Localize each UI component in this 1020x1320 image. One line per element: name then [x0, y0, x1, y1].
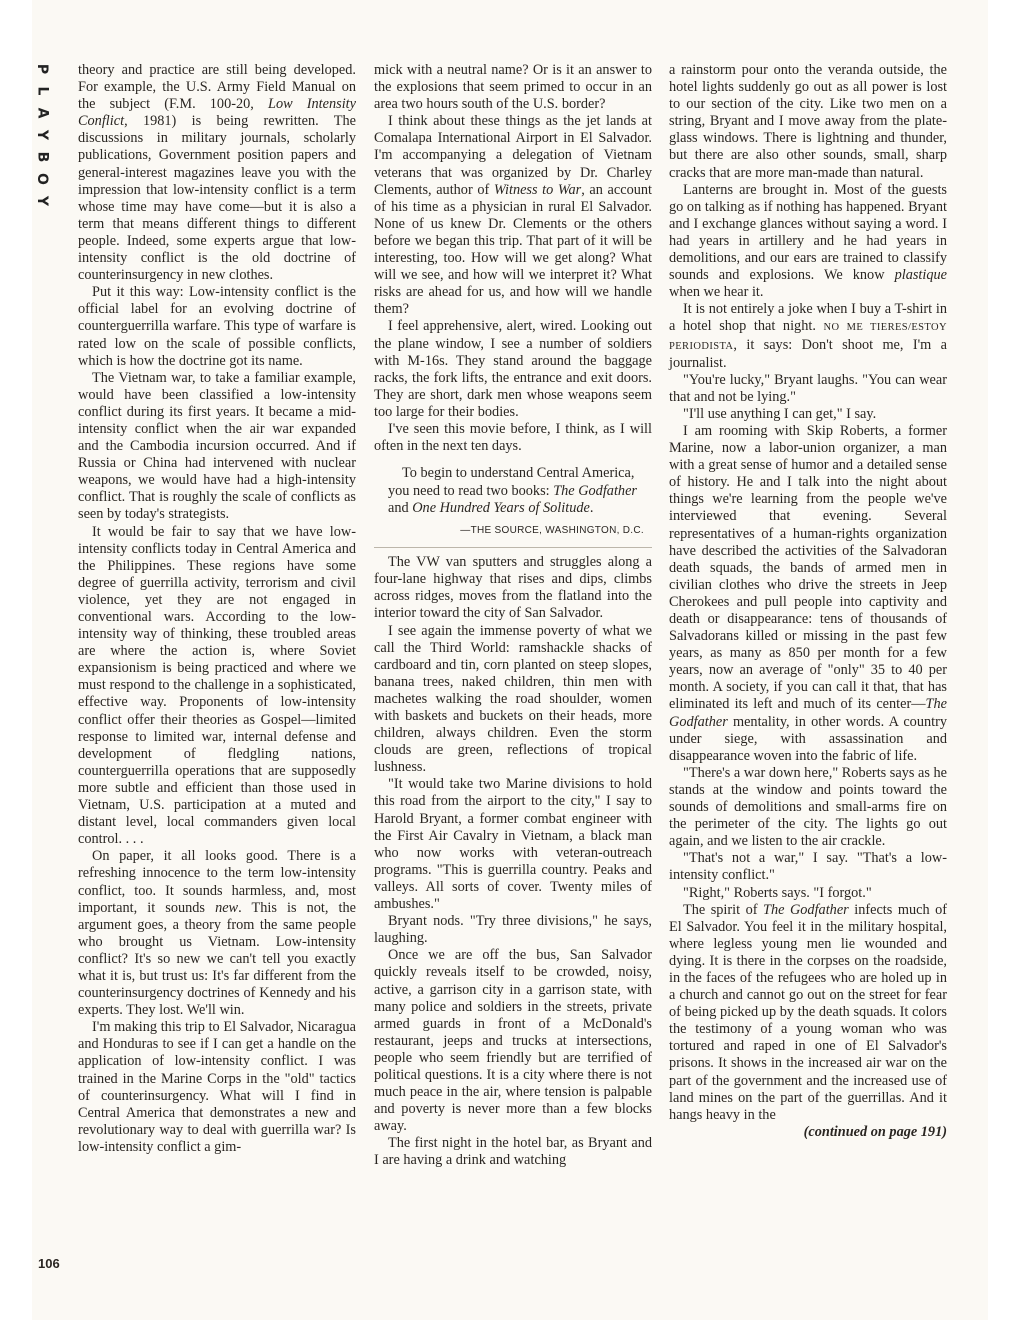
paragraph: On paper, it all looks good. There is a refreshing innocence to the term low-intensity conflict, too. It sounds harmless, and, most important, it sounds new. This is not, the argument goes, a theory from the same people who brought us Vietnam. Low-intensity conflict? It's so new we can't tell you exactly what it is, but trust us: It's far different from the counterinsurgency doctrines of Kennedy and his experts. They lost. We'll win. — [78, 848, 356, 1019]
paragraph: I am rooming with Skip Roberts, a former Marine, now a labor-union organizer, a man with a great sense of humor and a detailed sense of history. He and I talk into the night about things we're learning from the people we've interviewed that evening. Several representatives of a human-rights organization have described the activities of the Salvadoran death squads, the bands of armed men in civilian clothes who drive the streets in Jeep Cherokees and pull people into captivity and death or disappearance: tens of thousands of Salvadorans killed or missing in the past few years, as many as 850 per month for a few years, now an average of "only" 35 to 40 per month. A society, if you can call it that, that has eliminated its left and much of its center—The Godfather mentality, in other words. A country under siege, with assassination and disappearance woven into the fabric of life. — [669, 422, 947, 764]
paragraph: mick with a neutral name? Or is it an answer to the explosions that seem primed to occur in an area two hours south of the U.S. border? — [374, 62, 652, 113]
divider — [374, 547, 652, 548]
paragraph: Once we are off the bus, San Salvador quickly reveals itself to be crowded, noisy, active, a garrison city in a garrison state, with many police and soldiers in the streets, private armed guards in front of a McDonald's restaurant, jeeps and trucks at intersections, people who seem friendly but are terrified of political questions. It is a city where there is not much peace in the air, where tension is palpable and poverty is never more than a few blocks away. — [374, 947, 652, 1135]
paragraph: "I'll use anything I can get," I say. — [683, 405, 877, 422]
paragraph: "That's not a war," I say. "That's a low-intensity conflict." — [669, 850, 947, 884]
masthead-letter: Y — [33, 195, 50, 207]
paragraph: It would be fair to say that we have low-intensity conflicts today in Central America and the Philippines. These regions have some degree of guerrilla activity, terrorism and civil violence, yet they are not engaged in conventional wars. According to the low-intensity way of thinking, these troubled areas are where the action is, where Soviet expansionism is being practiced and where we must respond to the challenge in a sophisticated, effective way. Proponents of low-intensity conflict offer their theories as Gospel—limited response to limited war, internal defense and development of fledgling nations, counterguerrilla operations that are supposedly more subtle and efficient than those used in Vietnam, U.S. participation at a muted and distant level, local commanders given local control. . . . — [78, 523, 356, 848]
masthead-letter: A — [34, 107, 50, 119]
paragraph: The spirit of The Godfather infects much of El Salvador. You feel it in the military hospital, where legless young men lie wounded and dying. It is there in the corpses on the roadside, in the faces of the refugees who are holed up in a church and cannot go out on the street for fear of being picked up by the death squads. It colors the testimony of a young woman who was tortured and raped in one of El Salvador's prisons. It shows in the increased air war on the part of the government and the increased use of land mines on the part of the guerrillas. And it hangs heavy in the — [669, 901, 947, 1123]
article-column-3 — [669, 62, 947, 1141]
paragraph: I'm making this trip to El Salvador, Nicaragua and Honduras to see if I can get a handle on the application of low-intensity conflict. I was trained in the Marine Corps in the "old" tactics of counterinsurgency. What will I find in Central America that demonstrates a new and revolutionary way to deal with guerrilla war? Is low-intensity conflict a gim- — [78, 1019, 356, 1155]
paragraph: theory and practice are still being developed. For example, the U.S. Army Field Manual on the subject (F.M. 100-20, Low Intensity Conflict, 1981) is being rewritten. The discussions in military journals, scholarly publications, Government position papers and general-interest magazines leave you with the impression that low-intensity conflict is a term whose time may have come—but it is also a term that means different things to different people. Indeed, some experts argue that low-intensity conflict is the old doctrine of counterinsurgency in new clothes. — [78, 62, 356, 284]
paragraph: I think about these things as the jet lands at Comalapa International Airport in El Salvador. I'm accompanying a delegation of Vietnam veterans that was organized by Dr. Charley Clements, author of Witness to War, an account of his time as a physician in rural El Salvador. None of us knew Dr. Clements or the others before we began this trip. That part of it will be interesting, too. How will we get along? What will we see, and how will we interpret it? What risks are ahead for us, and how will we handle them? — [374, 113, 652, 318]
masthead-letter: L — [33, 86, 50, 96]
epigraph-text: To begin to understand Central America, you need to read two books: The Godfather and One Hundred Years of Solitude. — [388, 465, 637, 517]
left-margin — [0, 0, 32, 1320]
paragraph: a rainstorm pour onto the veranda outside, the hotel lights suddenly go out as all power is lost to our section of the city. Like two men on a string, Bryant and I move away from the plate-glass windows. There is lightning and thunder, but there are also other sounds, small, sharp cracks that are more man-made than natural. — [669, 62, 947, 181]
epigraph-source: —THE SOURCE, WASHINGTON, D.C. — [460, 524, 644, 536]
epigraph-quote — [388, 465, 644, 539]
paragraph: "You're lucky," Bryant laughs. "You can wear that and not be lying." — [669, 371, 947, 405]
paragraph: "Right," Roberts says. "I forgot." — [683, 884, 872, 901]
paragraph: I see again the immense poverty of what we call the Third World: ramshackle shacks of cardboard and tin, corn planted on steep slopes, banana trees, naked children, thin men with machetes walking the road shoulder, women with baskets and buckets on their heads, more children, always children. Even the storm clouds are green, reflections of tropical lushness. — [374, 622, 652, 776]
paragraph: It is not entirely a joke when I buy a T-shirt in a hotel shop that night. NO ME TIERES/ESTOY PERIODISTA, it says: Don't shoot me, I'm a journalist. — [669, 301, 947, 371]
paragraph: Put it this way: Low-intensity conflict is the official label for an evolving doctrine of counterguerrilla warfare. This type of warfare is rated low on the scale of possible conflicts, which is how the doctrine got its name. — [78, 284, 356, 369]
paragraph: The Vietnam war, to take a familiar example, would have been classified a low-intensity conflict during its first years. It became a mid-intensity conflict when the air war expanded and the Cambodia incursion occurred. And if Russia or China had intervened with nuclear weapons, we would have had a high-intensity conflict. That is roughly the scale of conflicts as seen by today's strategists. — [78, 369, 356, 523]
paragraph: I've seen this movie before, I think, as I will often in the next ten days. — [374, 420, 652, 455]
article-column-2 — [374, 62, 652, 1170]
paragraph: Lanterns are brought in. Most of the guests go on talking as if nothing has happened. Bryant and I exchange glances without saying a word. I had years in artillery and he had years in demolitions, and our ears are trained to classify sounds and explosions. We know plastique when we hear it. — [669, 181, 947, 301]
paragraph: "It would take two Marine divisions to hold this road from the airport to the city," I say to Harold Bryant, a former combat engineer with the First Air Cavalry in Vietnam, a black man who now works with veteran-outreach programs. "This is guerrilla country. Peaks and valleys. All sorts of cover. Twenty miles of ambushes." — [374, 776, 652, 913]
paragraph: The first night in the hotel bar, as Bryant and I are having a drink and watching — [374, 1135, 652, 1169]
paragraph: "There's a war down here," Roberts says as he stands at the window and points toward the sounds of demolitions and small-arms fire on the perimeter of the city. The lights go out again, and we listen to the air crackle. — [669, 764, 947, 850]
masthead-letter: P — [33, 63, 50, 75]
paragraph: Bryant nods. "Try three divisions," he says, laughing. — [374, 913, 652, 947]
vertical-masthead — [34, 58, 50, 212]
page-number: 106 — [38, 1256, 60, 1271]
masthead-letter: O — [34, 173, 50, 185]
masthead-letter: B — [33, 151, 50, 163]
right-margin — [988, 0, 1020, 1320]
paragraph: I feel apprehensive, alert, wired. Looking out the plane window, I see a number of soldiers with M-16s. They stand around the baggage racks, the fork lifts, the entrance and exit doors. They are short, dark men whose weapons seem too large for their bodies. — [374, 318, 652, 420]
article-column-1 — [78, 62, 356, 1156]
paragraph: The VW van sputters and struggles along a four-lane highway that rises and dips, climbs across ridges, moves from the flatland into the interior toward the city of San Salvador. — [374, 554, 652, 622]
masthead-letter: Y — [33, 129, 50, 141]
continued-notice: (continued on page 191) — [803, 1123, 947, 1140]
